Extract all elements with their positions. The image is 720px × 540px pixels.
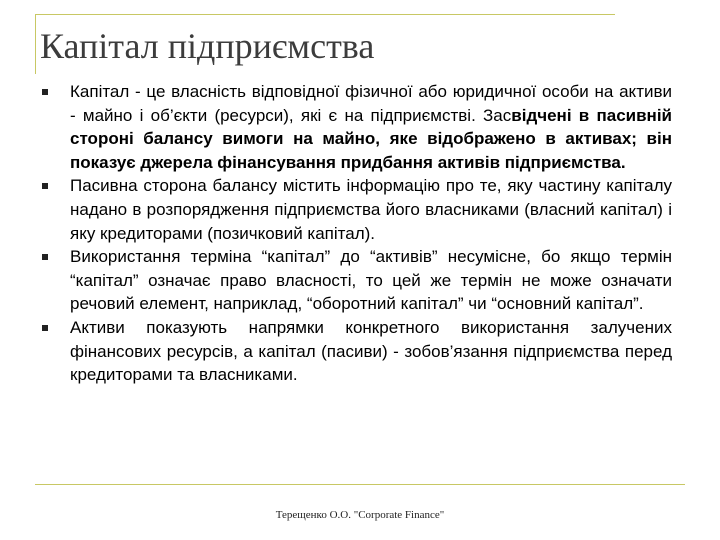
bullet-text-bold: відчені в пасивній стороні балансу вимоги на майно, яке відображено в активах; він показує джерела фінансування придбання активів підприємства. — [70, 105, 673, 172]
slide-title: Капітал підприємства — [40, 26, 375, 66]
bullet-item — [40, 174, 672, 245]
bullet-item — [40, 80, 672, 174]
bullet-item — [40, 316, 672, 387]
bullet-text: Активи показують напрямки конкретного використання залучених фінансових ресурсів, а капітал (пасиви) - зобов’язання підприємства перед кредиторами та власниками. — [70, 317, 672, 385]
bullet-text: Використання терміна “капітал” до “активів” несумісне, бо якщо термін “капітал” означає право власності, то цей же термін не може означати речовий елемент, наприклад, “оборотний капітал” чи “основний капітал”. — [70, 247, 672, 314]
frame-bottom-line — [35, 484, 685, 485]
bullet-text: Капітал - це власність відповідної фізичної або юридичної особи на активи - майно і об’єкти (ресурси), які є на підприємстві. Зас — [70, 82, 672, 125]
square-bullet-icon — [42, 89, 48, 95]
square-bullet-icon — [42, 183, 48, 189]
square-bullet-icon — [42, 325, 48, 331]
bullet-list — [40, 80, 672, 387]
frame-top-line — [35, 14, 615, 15]
slide-footer: Терещенко О.О. "Corporate Finance" — [275, 509, 445, 521]
bullet-text: Пасивна сторона балансу містить інформацію про те, яку частину капіталу надано в розпорядження підприємства його власниками (власний капітал) і яку кредиторами (позичковий капітал). — [70, 176, 672, 243]
square-bullet-icon — [42, 254, 48, 260]
frame-vertical-line — [35, 14, 36, 74]
bullet-item — [40, 245, 672, 316]
